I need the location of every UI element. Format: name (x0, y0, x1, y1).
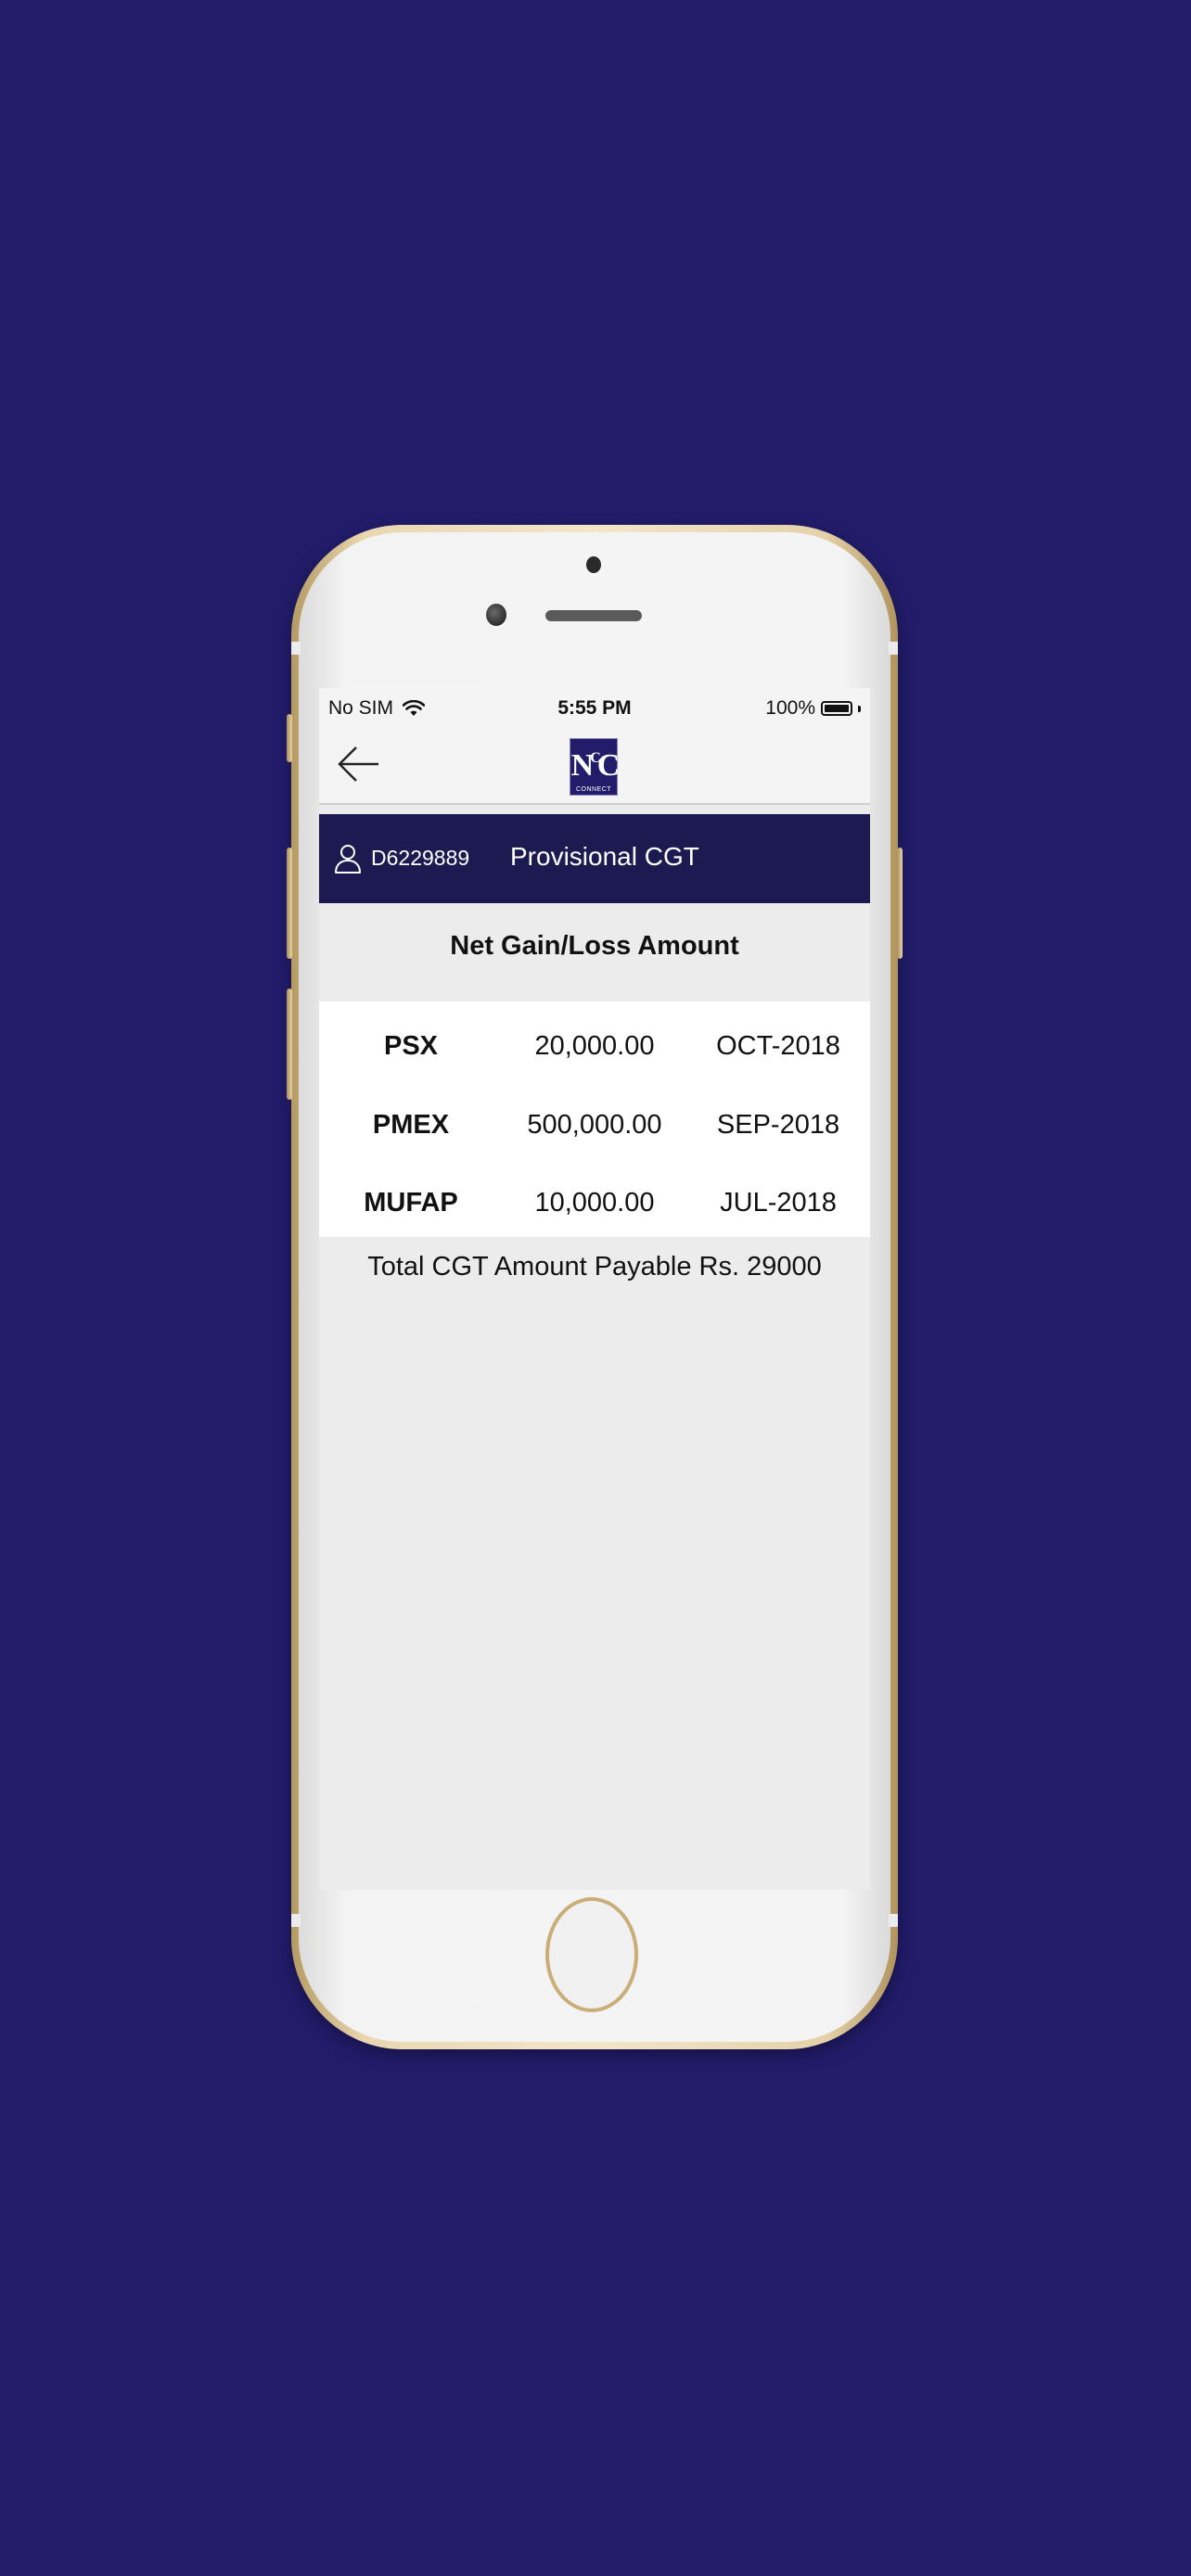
proximity-sensor (486, 604, 506, 626)
volume-down-button (287, 988, 292, 1100)
antenna-band (291, 642, 301, 655)
antenna-band (889, 1914, 898, 1927)
table-row (319, 1171, 870, 1236)
user-icon (334, 844, 362, 874)
page-title: Provisional CGT (510, 842, 699, 871)
mute-switch (287, 714, 292, 762)
account-bar (319, 814, 870, 903)
ncc-connect-logo (570, 738, 618, 796)
table-row (319, 1014, 870, 1079)
home-button[interactable] (545, 1897, 638, 2012)
arrow-left-icon (336, 744, 382, 784)
amount-cell: 500,000.00 (527, 1110, 662, 1140)
table-row (319, 1093, 870, 1158)
antenna-band (889, 642, 898, 655)
status-bar (319, 688, 870, 727)
battery-tip (858, 706, 861, 712)
logo-mark: $N^CC$ (570, 748, 617, 783)
month-cell: SEP-2018 (716, 1110, 840, 1140)
total-cgt-payable: Total CGT Amount Payable Rs. 29000 (367, 1252, 822, 1282)
volume-up-button (287, 848, 292, 959)
cgt-table (319, 1001, 870, 1237)
account-id: D6229889 (371, 846, 470, 870)
status-time: 5:55 PM (557, 697, 632, 719)
earpiece-speaker (545, 610, 642, 621)
market-cell: MUFAP (364, 1188, 458, 1218)
status-right (765, 697, 861, 720)
amount-cell: 20,000.00 (534, 1031, 655, 1061)
nav-bar (319, 727, 870, 805)
carrier-label: No SIM (328, 697, 394, 719)
section-title: Net Gain/Loss Amount (450, 931, 739, 961)
back-button[interactable] (336, 744, 382, 784)
battery-fill (825, 705, 849, 712)
antenna-band (291, 1914, 301, 1927)
power-button (897, 848, 903, 959)
app-screen (319, 688, 870, 1890)
amount-cell: 10,000.00 (534, 1188, 655, 1218)
logo-subtext: CONNECT (575, 786, 612, 793)
front-camera (586, 556, 601, 573)
battery-percent: 100% (765, 697, 815, 719)
battery-icon (821, 701, 852, 716)
market-cell: PSX (383, 1031, 439, 1061)
month-cell: JUL-2018 (720, 1188, 837, 1218)
market-cell: PMEX (372, 1110, 450, 1140)
month-cell: OCT-2018 (716, 1031, 840, 1061)
